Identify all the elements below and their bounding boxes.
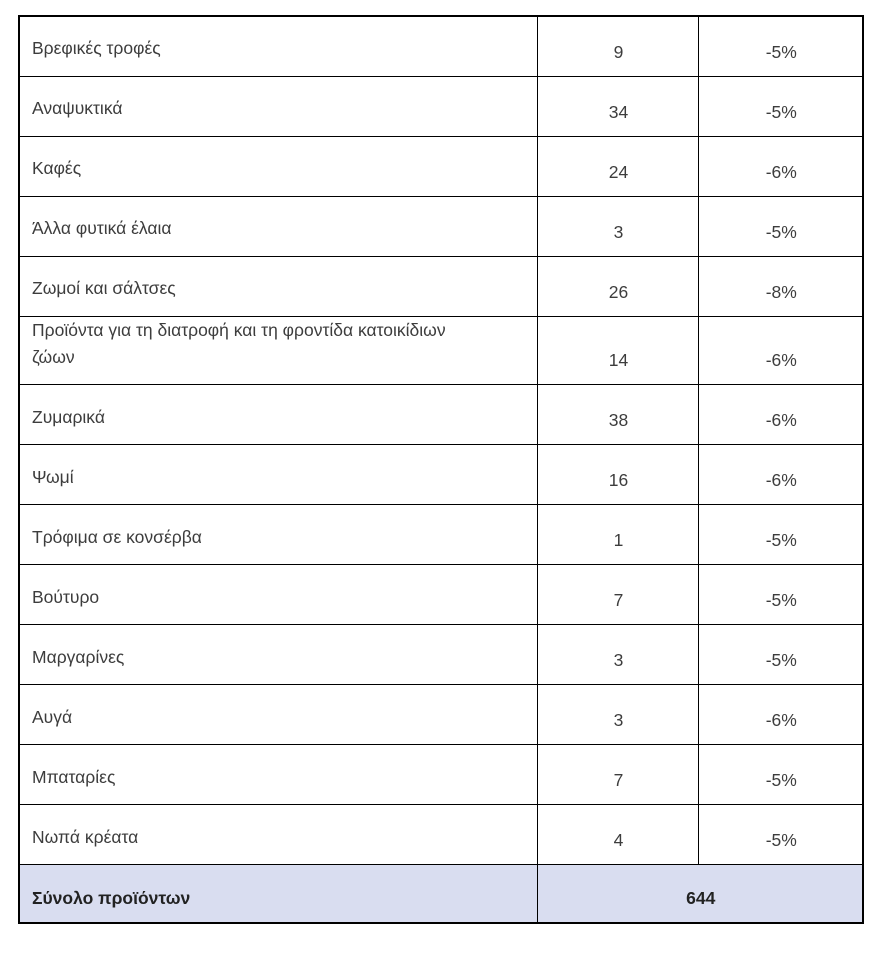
count-cell: 3 [537,624,698,684]
products-table-container [18,15,864,924]
change-cell: -5% [698,504,863,564]
count-cell: 26 [537,256,698,316]
category-text: Βούτυρο [32,586,100,607]
change-cell: -6% [698,384,863,444]
change-cell: -6% [698,136,863,196]
total-row [19,864,863,923]
change-cell: -5% [698,744,863,804]
category-text: Αυγά [32,706,73,727]
count-cell: 24 [537,136,698,196]
change-cell: -5% [698,564,863,624]
category-text: Νωπά κρέατα [32,826,139,847]
table-row [19,16,863,76]
category-text: Άλλα φυτικά έλαια [32,218,172,239]
category-cell [19,624,537,684]
category-cell [19,384,537,444]
category-cell [19,444,537,504]
category-cell [19,744,537,804]
table-body [19,16,863,864]
count-cell: 3 [537,684,698,744]
table-row [19,196,863,256]
count-cell: 14 [537,316,698,384]
change-cell: -5% [698,76,863,136]
category-text: Αναψυκτικά [32,98,123,119]
table-row [19,744,863,804]
category-text: Προϊόντα για τη διατροφή και τη φροντίδα κατοικίδιων ζώων [32,319,446,367]
category-text: Βρεφικές τροφές [32,38,161,59]
table-row [19,444,863,504]
total-value-cell: 644 [537,864,863,923]
count-cell: 38 [537,384,698,444]
table-row [19,564,863,624]
category-cell [19,316,537,384]
table-row [19,256,863,316]
category-cell [19,684,537,744]
change-cell: -5% [698,16,863,76]
count-cell: 1 [537,504,698,564]
change-cell: -5% [698,624,863,684]
category-text: Μπαταρίες [32,766,116,787]
category-text: Καφές [32,158,82,179]
category-cell [19,504,537,564]
table-row [19,136,863,196]
table-row [19,384,863,444]
change-cell: -6% [698,684,863,744]
total-label-cell: Σύνολο προϊόντων [19,864,537,923]
category-text: Τρόφιμα σε κονσέρβα [32,526,202,547]
count-cell: 7 [537,564,698,624]
table-row [19,804,863,864]
count-cell: 9 [537,16,698,76]
count-cell: 7 [537,744,698,804]
category-text: Μαργαρίνες [32,646,125,667]
category-cell [19,256,537,316]
products-table [18,15,864,924]
category-cell [19,564,537,624]
category-cell [19,16,537,76]
table-row [19,624,863,684]
change-cell: -5% [698,804,863,864]
table-row [19,684,863,744]
change-cell: -6% [698,444,863,504]
change-cell: -8% [698,256,863,316]
count-cell: 34 [537,76,698,136]
category-cell [19,196,537,256]
count-cell: 3 [537,196,698,256]
count-cell: 4 [537,804,698,864]
category-text: Ζωμοί και σάλτσες [32,278,176,299]
change-cell: -6% [698,316,863,384]
table-row [19,76,863,136]
count-cell: 16 [537,444,698,504]
category-cell [19,136,537,196]
category-cell [19,804,537,864]
table-footer [19,864,863,923]
table-row [19,316,863,384]
category-text: Ψωμί [32,466,74,487]
table-row [19,504,863,564]
category-text: Ζυμαρικά [32,406,105,427]
change-cell: -5% [698,196,863,256]
category-cell [19,76,537,136]
